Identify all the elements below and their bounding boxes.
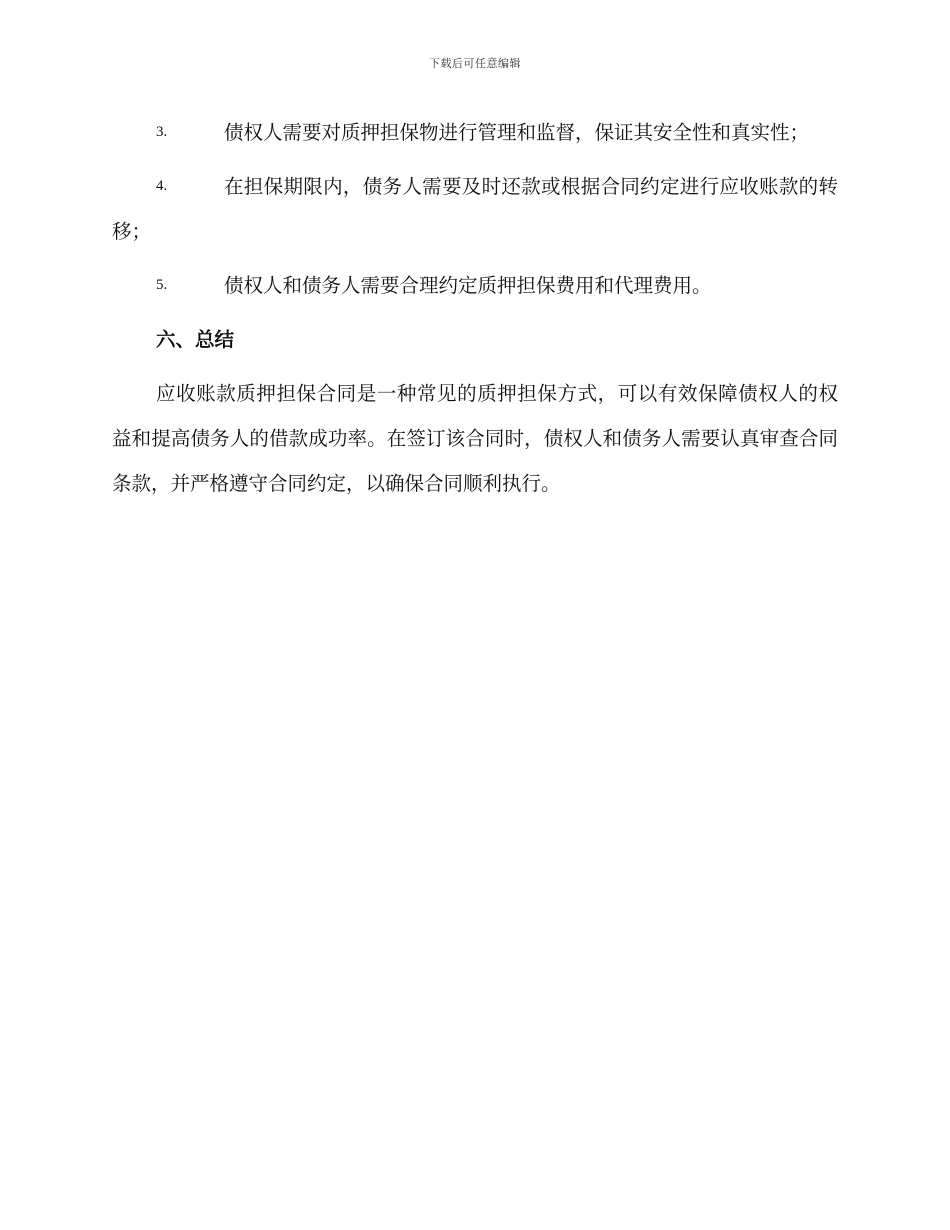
list-number: 5. bbox=[156, 277, 168, 293]
list-number: 4. bbox=[156, 178, 168, 194]
list-text: 债权人需要对质押担保物进行管理和监督，保证其安全性和真实性； bbox=[224, 121, 810, 144]
list-text: 债权人和债务人需要合理约定质押担保费用和代理费用。 bbox=[224, 274, 712, 297]
list-item-4 bbox=[112, 164, 838, 254]
page-header: 下载后可任意编辑 bbox=[429, 57, 521, 70]
document-body bbox=[112, 110, 838, 506]
list-text: 在担保期限内，债务人需要及时还款或根据合同约定进行应收账款的转移； bbox=[112, 175, 838, 243]
section-heading: 六、总结 bbox=[156, 328, 235, 351]
list-number: 3. bbox=[156, 124, 168, 140]
list-item-5 bbox=[112, 263, 838, 308]
list-item-3 bbox=[112, 110, 838, 155]
summary-paragraph: 应收账款质押担保合同是一种常见的质押担保方式，可以有效保障债权人的权益和提高债务人的借款成功率。在签订该合同时，债权人和债务人需要认真审查合同条款，并严格遵守合同约定，以确保合同顺利执行。 bbox=[112, 382, 838, 495]
